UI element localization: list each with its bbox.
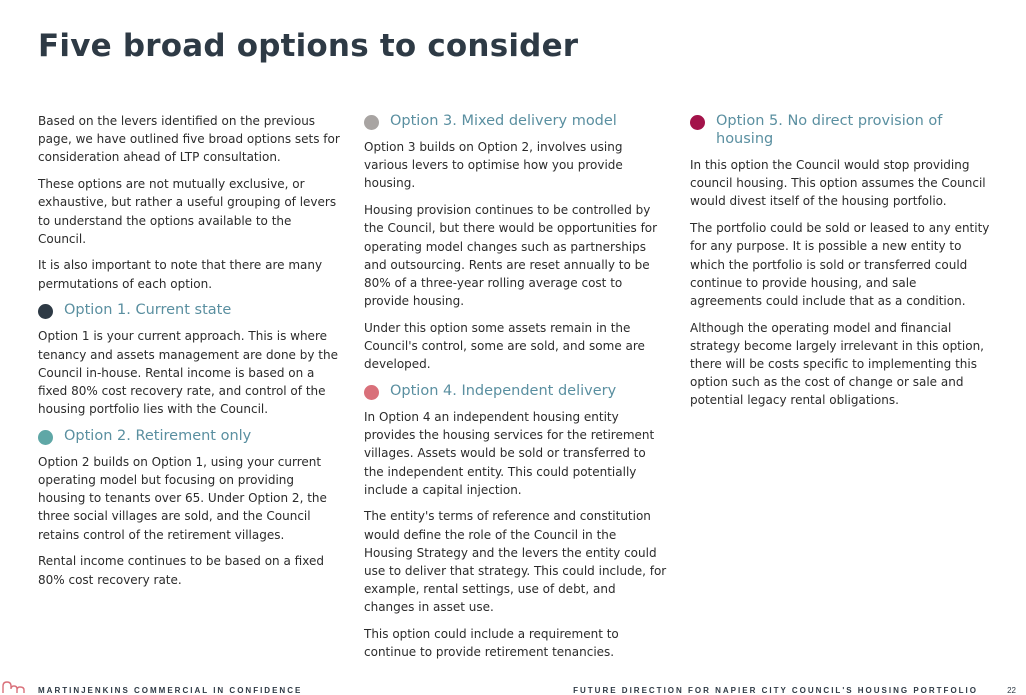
option-3-dot-icon xyxy=(364,115,379,130)
option-1-heading xyxy=(38,301,340,319)
option-3-paragraph: Under this option some assets remain in the Council's control, some are sold, and some are developed. xyxy=(364,320,645,372)
option-2-dot-icon xyxy=(38,430,53,445)
brand-logo-icon xyxy=(2,681,26,693)
option-5-label: Option 5. No direct provision of housing xyxy=(716,113,943,147)
option-3-paragraph: Option 3 builds on Option 2, involves using various levers to optimise how you provide housing. xyxy=(364,140,623,191)
option-2-heading xyxy=(38,427,340,445)
option-3-heading xyxy=(364,112,668,130)
footer-left-text: MARTINJENKINS COMMERCIAL IN CONFIDENCE xyxy=(38,686,303,695)
column-1 xyxy=(38,112,340,597)
option-1-dot-icon xyxy=(38,304,53,319)
intro-paragraph: These options are not mutually exclusive, or exhaustive, but rather a useful grouping of levers to understand the options available to the Council. xyxy=(38,177,337,246)
option-4-heading xyxy=(364,382,668,400)
option-4-paragraph: The entity's terms of reference and constitution would define the role of the Council in the Housing Strategy and the levers the entity could use to deliver that strategy. This could include, for example, rental settings, use of debt, and changes in asset use. xyxy=(364,509,667,615)
column-3 xyxy=(690,112,990,418)
page-title: Five broad options to consider xyxy=(38,28,579,64)
option-4-paragraph: This option could include a requirement to continue to provide retirement tenancies. xyxy=(364,627,619,660)
option-4-dot-icon xyxy=(364,385,379,400)
column-2 xyxy=(364,112,668,670)
option-5-paragraph: The portfolio could be sold or leased to any entity for any purpose. It is possible a new entity to which the portfolio is sold or transferred could continue to provide housing, and sale agreements could include that as a condition. xyxy=(690,221,990,308)
intro-paragraph: Based on the levers identified on the previous page, we have outlined five broad options sets for consideration ahead of LTP consultation. xyxy=(38,114,340,165)
option-2-label: Option 2. Retirement only xyxy=(64,427,252,444)
option-5-paragraph: In this option the Council would stop providing council housing. This option assumes the Council would divest itself of the housing portfolio. xyxy=(690,158,986,209)
footer-right-text: FUTURE DIRECTION FOR NAPIER CITY COUNCIL'S HOUSING PORTFOLIO xyxy=(573,686,978,695)
option-1-paragraph: Option 1 is your current approach. This is where tenancy and assets management are done by the Council in-house. Rental income is based on a fixed 80% cost recovery rate, and control of the housing portfolio lies with the Council. xyxy=(38,329,338,417)
option-4-label: Option 4. Independent delivery xyxy=(390,382,617,399)
option-3-paragraph: Housing provision continues to be controlled by the Council, but there would be opportunities for operating model changes such as partnerships and outsourcing. Rents are reset annually to be 80% of a three-year rolling average cost to provide housing. xyxy=(364,203,658,309)
option-5-dot-icon xyxy=(690,115,705,130)
option-3-label: Option 3. Mixed delivery model xyxy=(390,113,617,129)
brand-logo-path xyxy=(3,682,24,693)
option-4-paragraph: In Option 4 an independent housing entity provides the housing services for the retirement villages. Assets would be sold or transferred to the independent entity. This could potentially include a capital injection. xyxy=(364,409,655,497)
option-2-paragraph: Rental income continues to be based on a fixed 80% cost recovery rate. xyxy=(38,554,324,587)
intro-paragraph: It is also important to note that there are many permutations of each option. xyxy=(38,258,323,291)
option-1-label: Option 1. Current state xyxy=(64,302,232,319)
page-number: 22 xyxy=(1007,686,1016,695)
option-2-paragraph: Option 2 builds on Option 1, using your current operating model but focusing on providing housing to tenants over 65. Under Option 2, the three social villages are sold, and the Council retains control of the retirement villages. xyxy=(38,454,327,542)
option-5-heading xyxy=(690,112,990,148)
option-5-paragraph: Although the operating model and financial strategy become largely irrelevant in this option, there will be costs specific to implementing this option such as the cost of change or sale and potential legacy rental obligations. xyxy=(690,320,984,408)
page-footer xyxy=(0,683,1026,695)
